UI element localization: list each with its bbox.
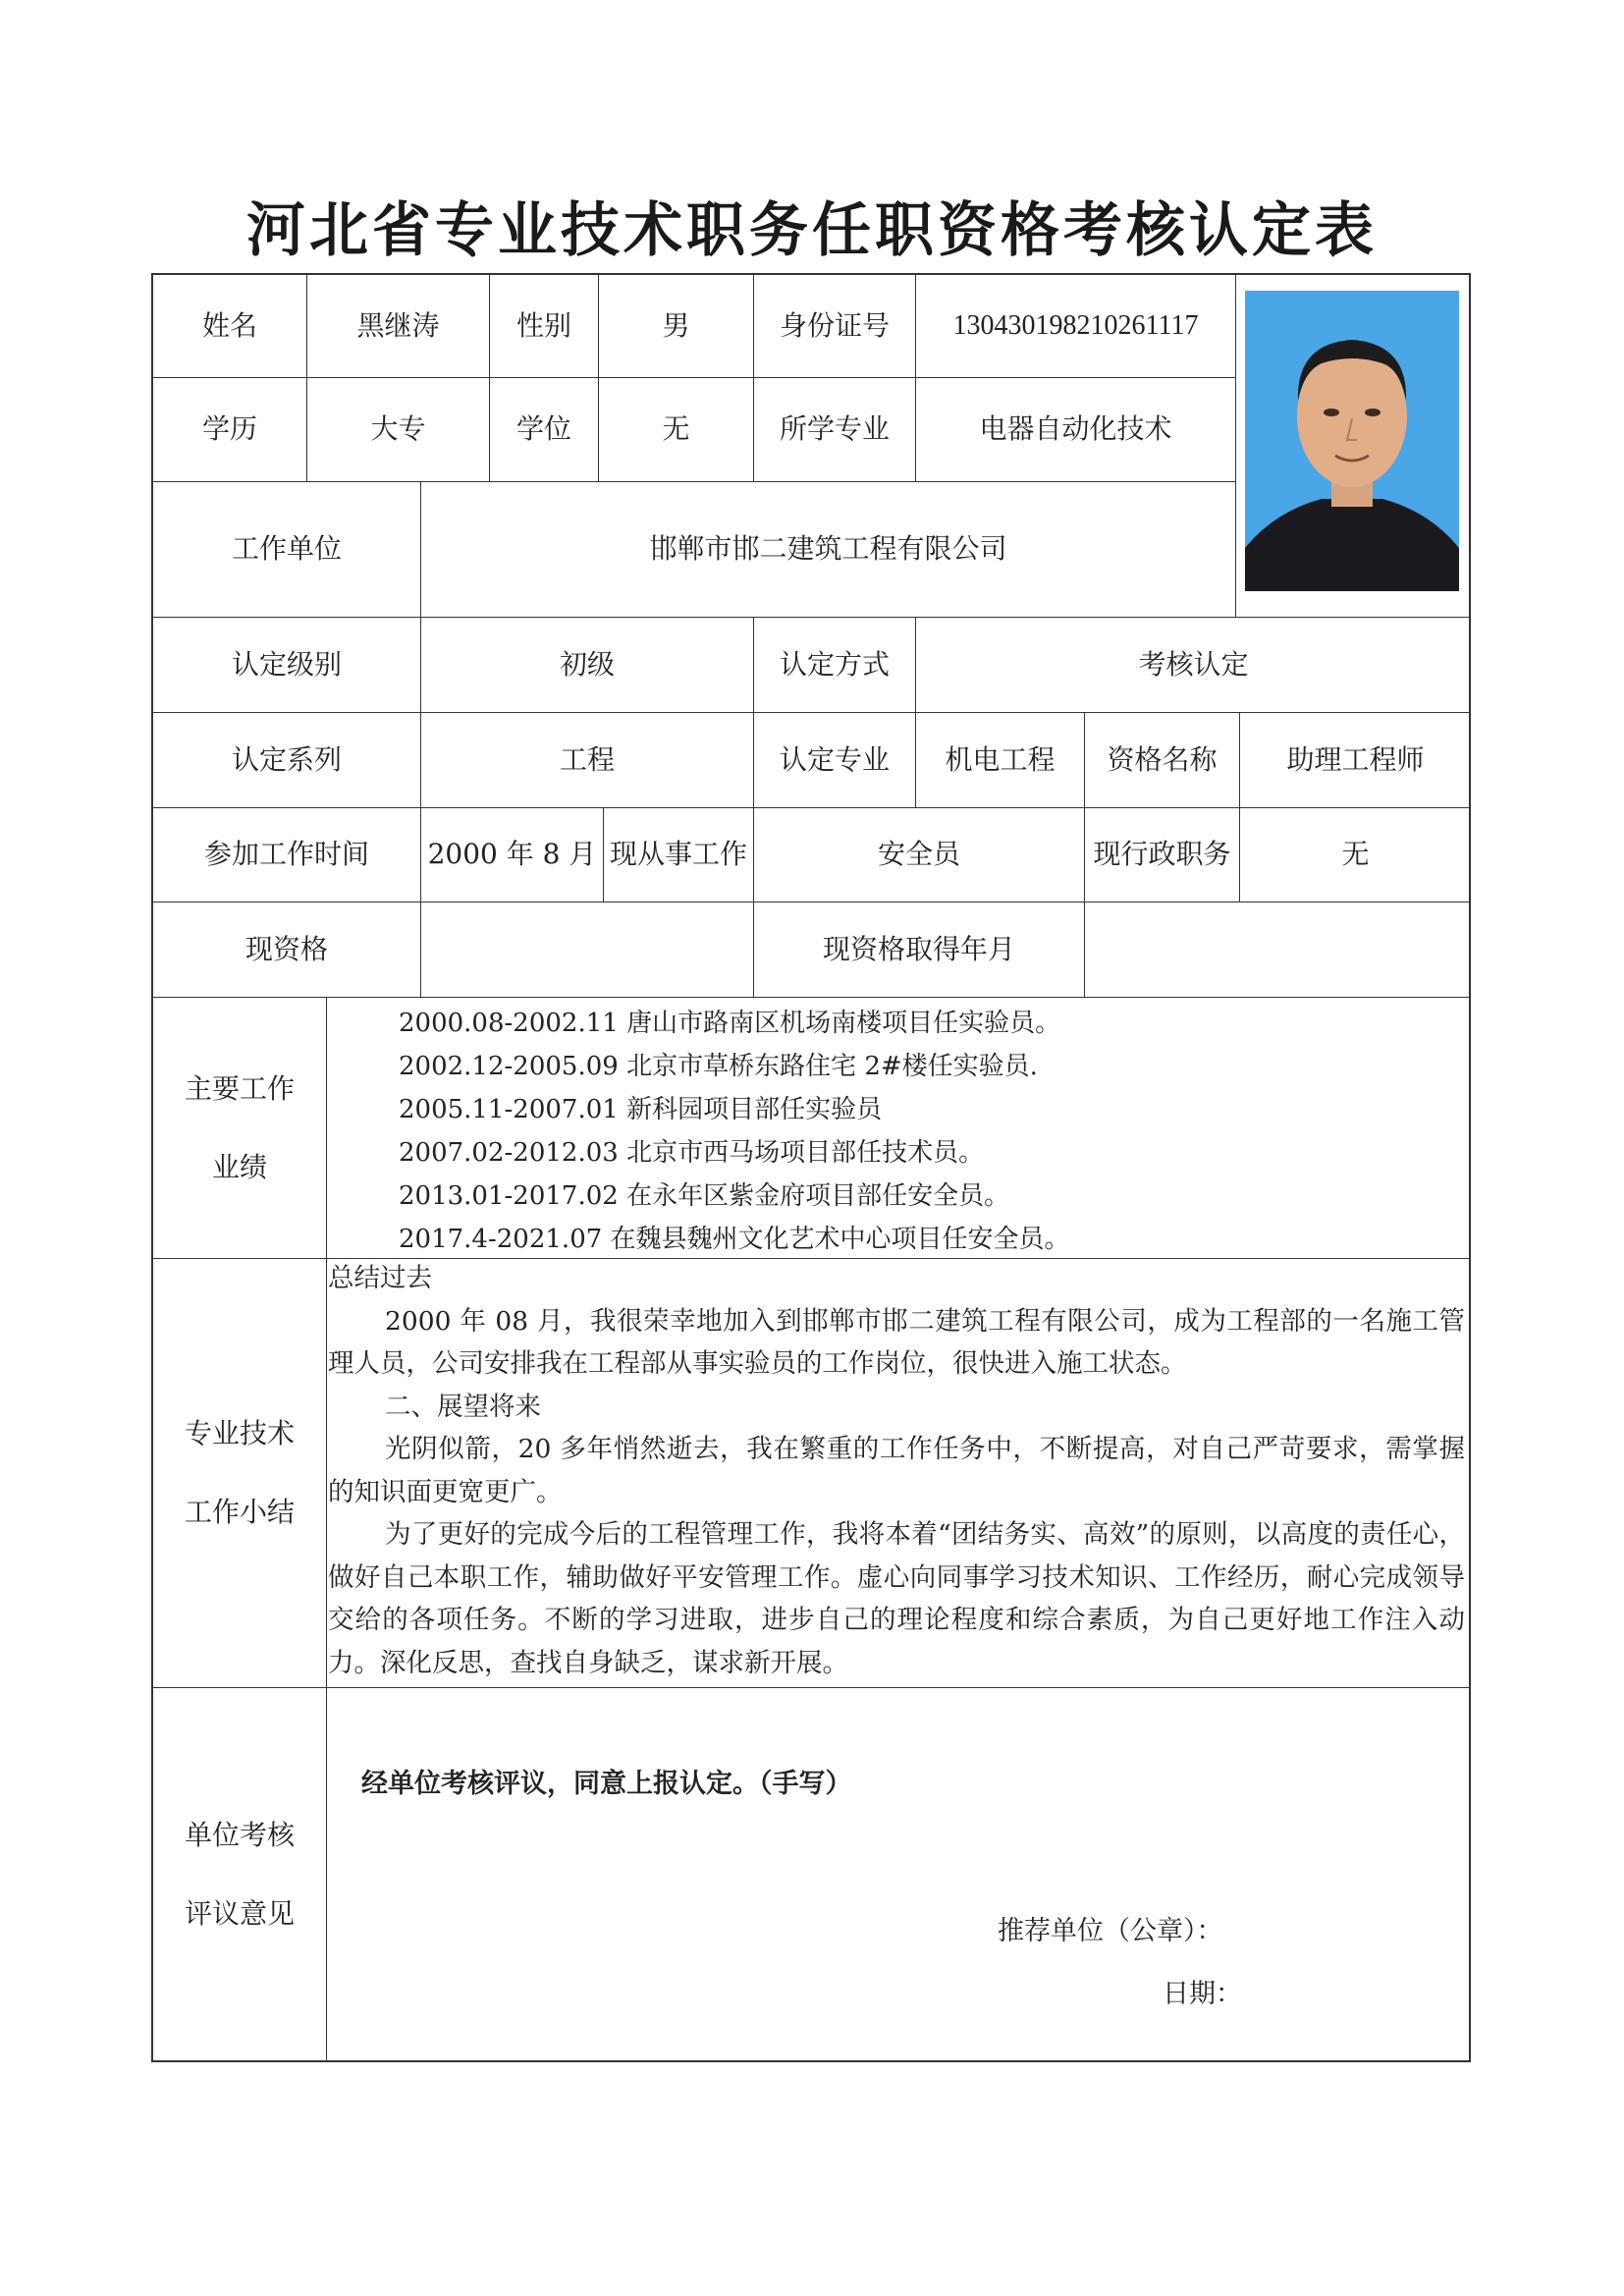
summary-label [153,1259,327,1688]
summary-paragraph-2: 光阴似箭，20 多年悄然逝去，我在繁重的工作任务中，不断提高，对自己严苛要求，需掌握的知识面更宽更广。 [328,1434,1465,1507]
cert-method-label: 认定方式 [754,618,916,713]
performance-label-line2: 业绩 [211,1150,267,1183]
list-item: 2005.11-2007.01 新科园项目部任实验员 [399,1095,883,1124]
id-label: 身份证号 [754,275,916,378]
summary-paragraph-3: 为了更好的完成今后的工程管理工作，我将本着“团结务实、高效”的原则，以高度的责任心，做好自己本职工作，辅助做好平安管理工作。虚心向同事学习技术知识、工作经历，耐心完成领导交给的各项任务。不断的学习进取，进步自己的理论程度和综合素质，为自己更好地工作注入动力。深化反思，查找自身缺乏，谋求新开展。 [328,1519,1465,1678]
admin-post-value: 无 [1240,808,1471,902]
list-item: 2017.4-2021.07 在魏县魏州文化艺术中心项目任安全员。 [399,1225,1070,1254]
current-job-value: 安全员 [754,808,1085,902]
employer-label: 工作单位 [153,482,421,618]
education-value: 大专 [307,378,490,482]
recommender-seal-label: 推荐单位（公章）： [998,1916,1223,1946]
summary-label-line1: 专业技术 [184,1417,295,1449]
gender-value: 男 [599,275,754,378]
degree-label: 学位 [490,378,599,482]
major-value: 电器自动化技术 [916,378,1236,482]
cert-level-value: 初级 [421,618,754,713]
performance-list [361,1002,1469,1254]
gender-label: 性别 [490,275,599,378]
review-label-line1: 单位考核 [184,1818,295,1851]
education-label: 学历 [153,378,307,482]
qualification-form [151,273,1471,2062]
cert-specialty-value: 机电工程 [916,713,1085,808]
admin-post-label: 现行政职务 [1085,808,1240,902]
performance-label-line1: 主要工作 [184,1071,295,1105]
cert-level-label: 认定级别 [153,618,421,713]
id-number: 130430198210261117 [916,275,1236,378]
qual-name-value: 助理工程师 [1240,713,1471,808]
current-qual-date-value [1085,902,1471,998]
cert-method-value: 考核认定 [916,618,1471,713]
name-value: 黑继涛 [307,275,490,378]
employer-value: 邯郸市邯二建筑工程有限公司 [421,482,1236,618]
review-date-label: 日期： [1163,1979,1242,2009]
degree-value: 无 [599,378,754,482]
work-start-label: 参加工作时间 [153,808,421,902]
current-job-label: 现从事工作 [604,808,754,902]
summary-paragraph-1: 2000 年 08 月，我很荣幸地加入到邯郸市邯二建筑工程有限公司，成为工程部的一名施工管理人员，公司安排我在工程部从事实验员的工作岗位，很快进入施工状态。 [328,1305,1465,1379]
review-label [153,1688,327,2060]
list-item: 2007.02-2012.03 北京市西马场项目部任技术员。 [399,1138,985,1168]
current-qual-value [421,902,754,998]
list-item: 2002.12-2005.09 北京市草桥东路住宅 2#楼任实验员. [399,1052,1038,1081]
major-label: 所学专业 [754,378,916,482]
review-label-line2: 评议意见 [184,1896,295,1930]
list-item: 2013.01-2017.02 在永年区紫金府项目部任安全员。 [399,1181,1010,1211]
performance-label [153,998,327,1259]
cert-specialty-label: 认定专业 [754,713,916,808]
summary-heading-1: 总结过去 [328,1263,432,1293]
cert-series-label: 认定系列 [153,713,421,808]
person-portrait-icon [1245,291,1459,591]
work-start-value: 2000 年 8 月 [421,808,604,902]
applicant-photo [1245,291,1459,591]
cert-series-value: 工程 [421,713,754,808]
list-item: 2000.08-2002.11 唐山市路南区机场南楼项目任实验员。 [399,1009,1061,1038]
current-qual-date-label: 现资格取得年月 [754,902,1085,998]
summary-heading-2: 二、展望将来 [385,1391,541,1422]
review-cell [327,1688,1471,2060]
qual-name-label: 资格名称 [1085,713,1240,808]
name-label: 姓名 [153,275,307,378]
review-opinion: 经单位考核评议，同意上报认定。（手写） [361,1769,852,1799]
form-title: 河北省专业技术职务任职资格考核认定表 [246,196,1378,265]
current-qual-label: 现资格 [153,902,421,998]
summary-text [328,1257,1465,1679]
summary-label-line2: 工作小结 [184,1496,295,1528]
